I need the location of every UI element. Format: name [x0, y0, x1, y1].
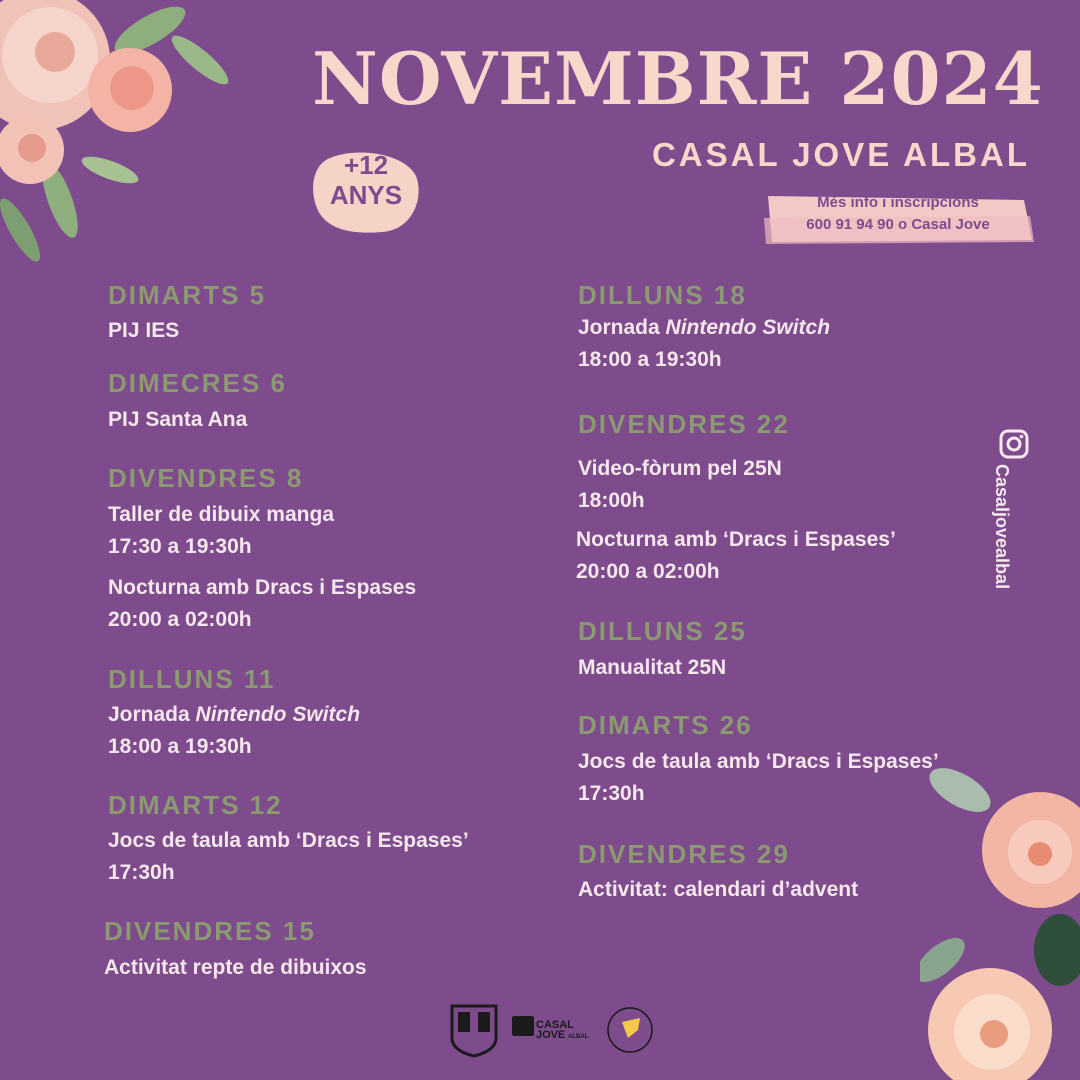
event-line	[108, 703, 360, 727]
event-line: PIJ Santa Ana	[108, 408, 248, 431]
day-heading: DIVENDRES 22	[578, 409, 790, 439]
day-heading: DIMECRES 6	[108, 368, 287, 398]
day-heading: DILLUNS 18	[578, 280, 747, 310]
info-line1: Més info i inscripcions	[817, 194, 979, 211]
day-heading: DIVENDRES 29	[578, 839, 790, 869]
event-italic: Nintendo Switch	[665, 316, 831, 339]
day-heading: DIVENDRES 8	[108, 463, 304, 493]
event-line: Activitat repte de dibuixos	[104, 956, 367, 979]
event-time: 18:00h	[578, 489, 645, 512]
event-time: 20:00 a 02:00h	[576, 560, 720, 583]
event-line: Taller de dibuix manga	[108, 503, 334, 526]
info-box	[762, 192, 1034, 236]
event-prefix: Jornada	[578, 316, 666, 339]
event-italic: Nintendo Switch	[195, 703, 361, 726]
day-heading: DIMARTS 26	[578, 710, 753, 740]
logo-jove-text: JOVE	[536, 1029, 566, 1041]
albal-shield-logo	[452, 1006, 496, 1056]
event-line: Manualitat 25N	[578, 656, 727, 679]
logo-albal-text: ALBAL	[568, 1034, 589, 1040]
flowers-bottom-right-decoration	[920, 760, 1080, 1080]
event-line: Activitat: calendari d’advent	[578, 878, 859, 901]
page-title: NOVEMBRE 2024	[312, 36, 1044, 121]
day-heading: DILLUNS 25	[578, 616, 747, 646]
event-time: 18:00 a 19:30h	[578, 348, 722, 371]
event-time: 17:30 a 19:30h	[108, 535, 252, 558]
event-time: 17:30h	[108, 861, 175, 884]
page-subtitle: CASAL JOVE ALBAL	[651, 136, 1030, 173]
event-time: 17:30h	[578, 782, 645, 805]
age-badge-line2: ANYS	[329, 180, 403, 210]
event-time: 18:00 a 19:30h	[108, 735, 252, 758]
casal-jove-logo	[512, 1016, 534, 1036]
event-line	[578, 316, 830, 340]
circle-logo	[608, 1008, 652, 1052]
event-time: 20:00 a 02:00h	[108, 608, 252, 631]
info-line2: 600 91 94 90 o Casal Jove	[806, 216, 990, 233]
event-line: PIJ IES	[108, 319, 180, 342]
event-line: Nocturna amb ‘Dracs i Espases’	[576, 528, 896, 551]
event-line: Nocturna amb Dracs i Espases	[108, 576, 417, 599]
day-heading: DILLUNS 11	[108, 664, 276, 694]
day-heading: DIMARTS 5	[108, 280, 267, 310]
flowers-top-left-decoration	[0, 0, 240, 270]
day-heading: DIVENDRES 15	[104, 916, 316, 946]
day-heading: DIMARTS 12	[108, 790, 283, 820]
instagram-icon	[998, 428, 1030, 460]
logos-row	[450, 1002, 660, 1058]
event-prefix: Jornada	[108, 703, 196, 726]
instagram-handle: Casaljovealbal	[992, 464, 1012, 590]
logo-casal-text: CASAL	[536, 1019, 574, 1031]
event-line: Jocs de taula amb ‘Dracs i Espases’	[578, 750, 939, 773]
age-badge-line1: +12	[343, 150, 389, 180]
age-badge	[312, 150, 420, 210]
event-line: Jocs de taula amb ‘Dracs i Espases’	[108, 829, 469, 852]
event-line: Video-fòrum pel 25N	[578, 457, 782, 480]
